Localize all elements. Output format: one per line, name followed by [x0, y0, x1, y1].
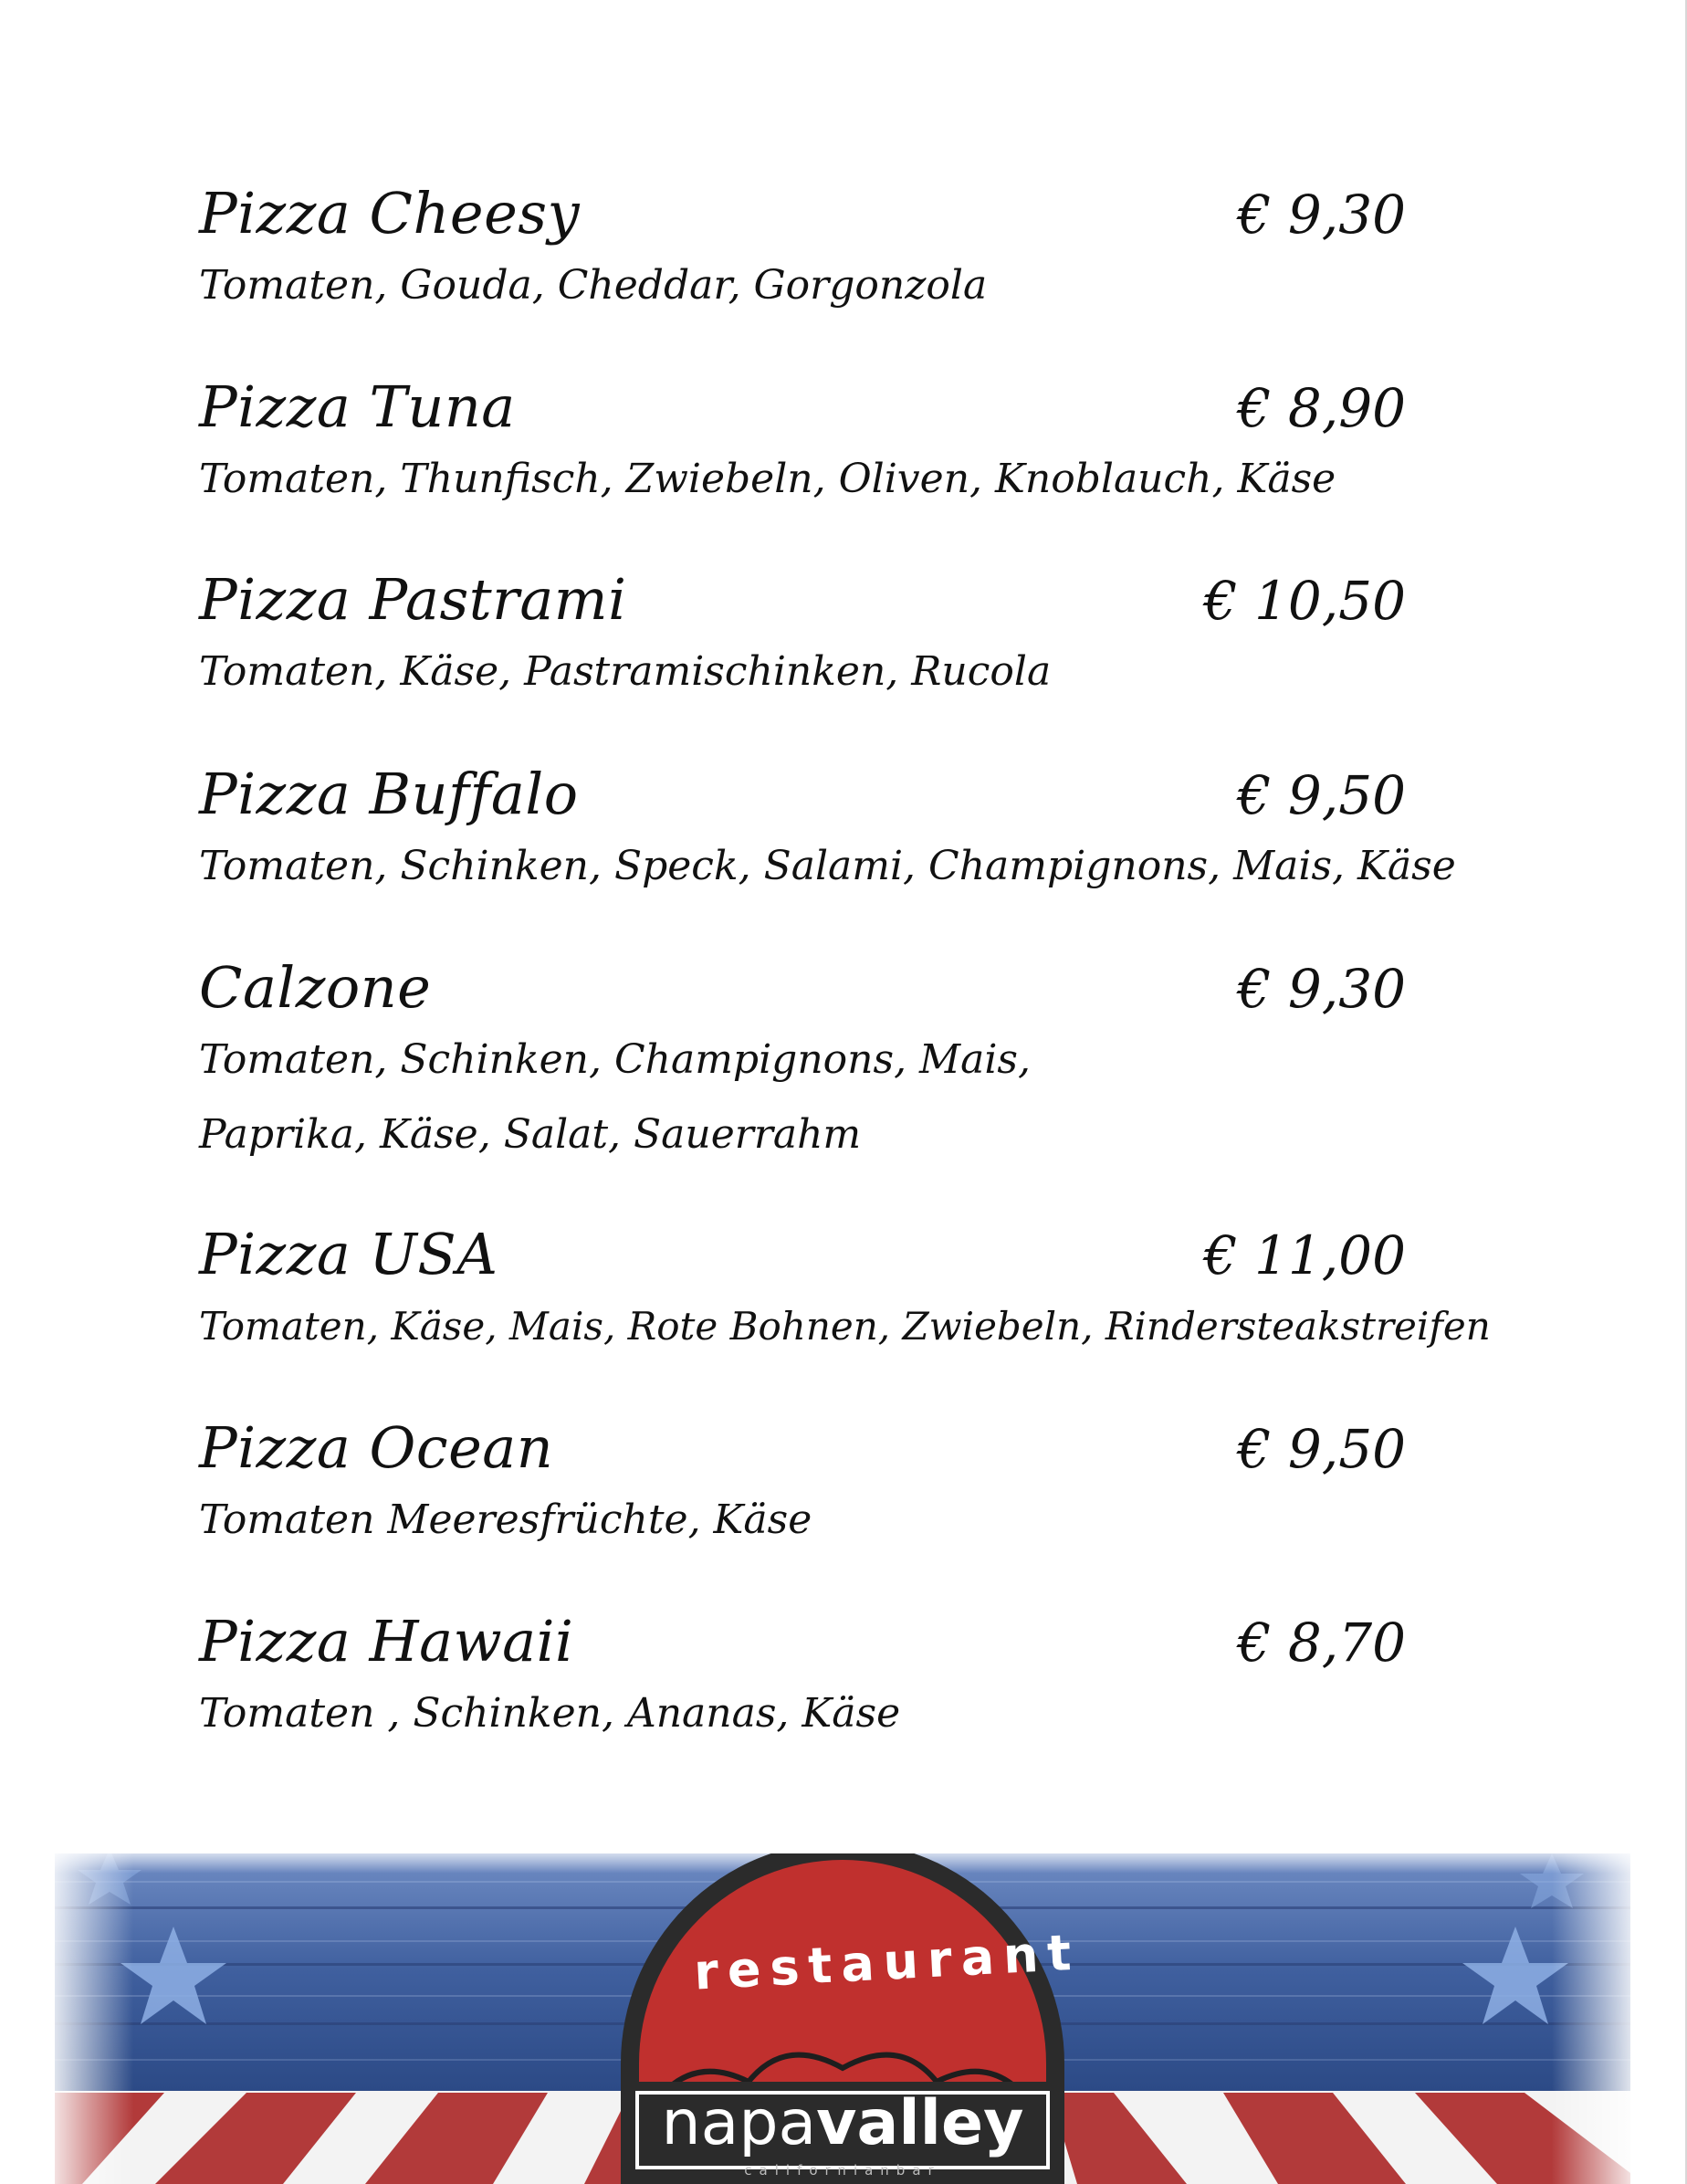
item-price: € 8,90: [1237, 377, 1406, 439]
item-price: € 11,00: [1203, 1224, 1406, 1286]
menu-item: [199, 1413, 1406, 1558]
item-name: Pizza Hawaii: [199, 1608, 574, 1675]
menu-item: [199, 1607, 1406, 1751]
item-price: € 8,70: [1237, 1612, 1406, 1674]
logo-tagline: californianbar: [744, 2162, 941, 2179]
menu-item: [199, 179, 1406, 323]
item-description: [199, 248, 1406, 323]
item-price: € 9,30: [1237, 958, 1406, 1020]
menu-item: [199, 565, 1406, 709]
description-line: Tomaten , Schinken, Ananas, Käse: [199, 1690, 901, 1737]
menu-item: [199, 373, 1406, 517]
description-line: Tomaten, Käse, Pastramischinken, Rucola: [199, 648, 1052, 695]
item-name: Pizza Ocean: [199, 1414, 554, 1481]
logo-top-text: restaurant: [692, 1923, 1082, 2001]
menu-item: [199, 953, 1406, 1172]
item-price: € 9,30: [1237, 184, 1406, 246]
menu-item: [199, 1220, 1491, 1364]
item-name: Pizza Buffalo: [199, 761, 579, 827]
description-line: Tomaten, Gouda, Cheddar, Gorgonzola: [199, 262, 988, 309]
description-line: Paprika, Käse, Salat, Sauerrahm: [199, 1111, 862, 1158]
logo-brand-light: napa: [661, 2087, 817, 2159]
description-line: Tomaten Meeresfrüchte, Käse: [199, 1496, 812, 1543]
description-line: Tomaten, Schinken, Speck, Salami, Champignons, Mais, Käse: [199, 843, 1456, 889]
item-description: [199, 1023, 1406, 1172]
item-description: [199, 1676, 1406, 1751]
item-description: [199, 635, 1406, 709]
description-line: Tomaten, Thunfisch, Zwiebeln, Oliven, Knoblauch, Käse: [199, 456, 1336, 502]
item-price: € 9,50: [1237, 1418, 1406, 1480]
item-description: [199, 1289, 1491, 1364]
item-price: € 10,50: [1203, 570, 1406, 632]
logo-brand-bold: valley: [816, 2087, 1024, 2159]
footer-banner: [55, 1853, 1630, 2184]
description-line: Tomaten, Käse, Mais, Rote Bohnen, Zwiebeln, Rindersteakstreifen: [199, 1304, 1491, 1349]
item-price: € 9,50: [1237, 764, 1406, 826]
item-name: Calzone: [199, 954, 432, 1021]
item-name: Pizza Tuna: [199, 373, 516, 440]
item-name: Pizza Cheesy: [199, 180, 581, 247]
item-description: [199, 442, 1406, 517]
item-description: [199, 1483, 1406, 1558]
logo-brand: [639, 2089, 1046, 2158]
menu-item: [199, 760, 1456, 904]
description-line: Tomaten, Schinken, Champignons, Mais,: [199, 1036, 1031, 1083]
item-description: [199, 829, 1456, 904]
item-name: Pizza USA: [199, 1221, 498, 1287]
item-name: Pizza Pastrami: [199, 566, 627, 633]
